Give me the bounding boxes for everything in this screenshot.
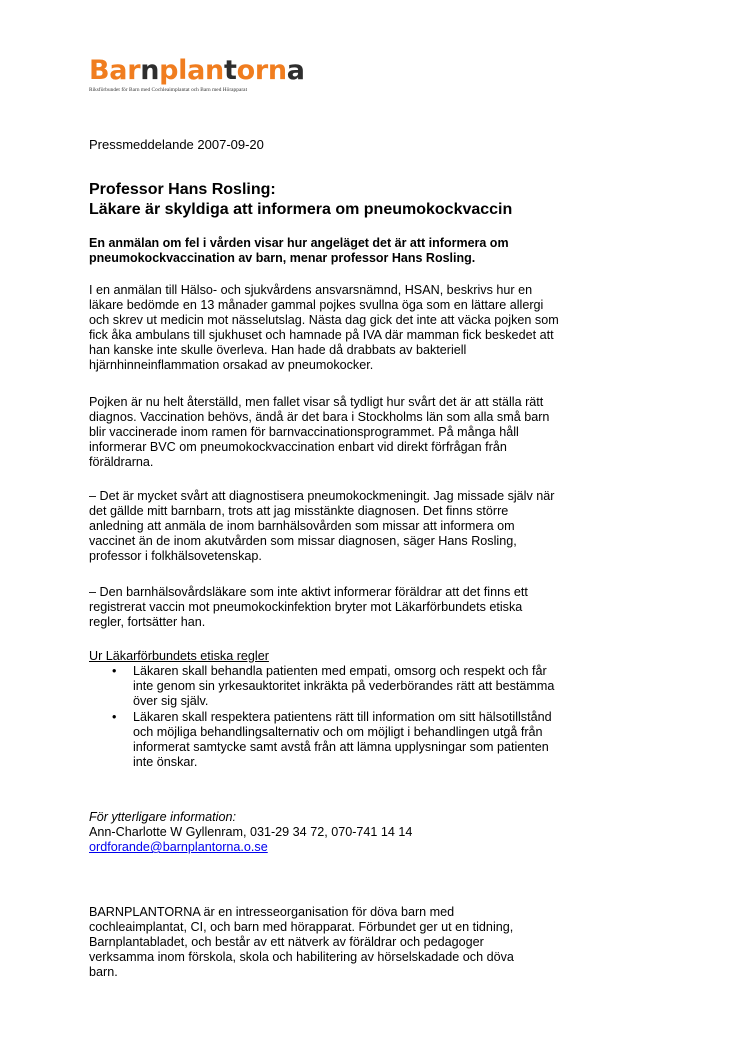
body-paragraph: [89, 395, 649, 470]
text-line: det gällde mitt barnbarn, trots att jag misstänkte diagnosen. Det finns större: [89, 504, 509, 519]
text-line: anledning att anmäla de inom barnhälsovården som missar att informera om: [89, 519, 515, 534]
bullet-icon: •: [112, 664, 117, 678]
lead-line: En anmälan om fel i vården visar hur angeläget det är att informera om: [89, 236, 509, 250]
bullet-icon: •: [112, 710, 117, 724]
text-line: inte genom sin yrkesauktoritet inkräkta på vederbörandes rätt att bestämma: [133, 679, 555, 694]
text-line: – Det är mycket svårt att diagnostisera pneumokockmeningit. Jag missade själv när: [89, 489, 555, 503]
email-link[interactable]: ordforande@barnplantorna.o.se: [89, 840, 268, 854]
text-line: och skrev ut medicin mot nässelutslag. Nästa dag gick det inte att väcka pojken som: [89, 313, 559, 328]
logo-wordmark: Barnplantorna: [89, 55, 305, 86]
text-line: över sig själv.: [133, 694, 209, 709]
more-info-heading: För ytterligare information:: [89, 810, 236, 824]
text-line: diagnos. Vaccination behövs, ändå är det bara i Stockholms län som alla små barn: [89, 410, 550, 425]
press-release-date: Pressmeddelande 2007-09-20: [89, 137, 264, 152]
text-line: I en anmälan till Hälso- och sjukvårdens ansvarsnämnd, HSAN, beskrivs hur en: [89, 283, 533, 297]
text-line: registrerat vaccin mot pneumokockinfektion bryter mot Läkarförbundets etiska: [89, 600, 523, 615]
contact-details: Ann-Charlotte W Gyllenram, 031-29 34 72, 070-741 14 14: [89, 825, 413, 839]
text-line: och möjliga behandlingsalternativ och om möjligt i behandlingen utgå från: [133, 725, 543, 740]
logo: [89, 56, 305, 93]
text-line: han kanske inte skulle överleva. Han hade då drabbats av bakteriell: [89, 343, 467, 358]
lead-line: pneumokockvaccination av barn, menar professor Hans Rosling.: [89, 251, 476, 265]
text-line: informerar BVC om pneumokockvaccination enbart vid direkt förfrågan från: [89, 440, 507, 455]
quote-paragraph: [89, 489, 649, 564]
text-line: – Den barnhälsovårdsläkare som inte aktivt informerar föräldrar att det finns ett: [89, 585, 528, 599]
text-line: regler, fortsätter han.: [89, 615, 206, 630]
text-line: läkare bedömde en 13 månader gammal pojkes svullna öga som en lättare allergi: [89, 298, 544, 313]
text-line: BARNPLANTORNA är en intresseorganisation för döva barn med: [89, 905, 455, 919]
text-line: cochleaimplantat, CI, och barn med hörapparat. Förbundet ger ut en tidning,: [89, 920, 514, 935]
text-line: Läkaren skall behandla patienten med empati, omsorg och respekt och får: [133, 664, 547, 678]
logo-tagline: Riksförbundet för Barn med Cochleaimplantat och Barn med Hörapparat: [89, 87, 248, 93]
headline: [89, 180, 512, 220]
text-line: vaccinet än de inom akutvården som missar diagnosen, säger Hans Rosling,: [89, 534, 517, 549]
text-line: föräldrarna.: [89, 455, 154, 470]
headline-line: Läkare är skyldiga att informera om pneumokockvaccin: [89, 201, 513, 218]
headline-line: Professor Hans Rosling:: [89, 181, 276, 198]
lead-paragraph: [89, 236, 559, 266]
text-line: blir vaccinerade inom ramen för barnvaccinationsprogrammet. På många håll: [89, 425, 519, 440]
text-line: fick åka ambulans till sjukhuset och hamnade på IVA där mamman fick beskedet att: [89, 328, 554, 343]
ethics-rules-heading: Ur Läkarförbundets etiska regler: [89, 649, 269, 663]
about-paragraph: [89, 905, 649, 980]
body-paragraph: [89, 283, 649, 374]
text-line: professor i folkhälsovetenskap.: [89, 549, 262, 564]
text-line: barn.: [89, 965, 118, 980]
text-line: Läkaren skall respektera patientens rätt till information om sitt hälsotillstånd: [133, 710, 552, 724]
text-line: hjärnhinneinflammation orsakad av pneumokocker.: [89, 358, 374, 373]
text-line: verksamma inom förskola, skola och habilitering av hörselskadade och döva: [89, 950, 514, 965]
text-line: informerat samtycke samt avstå från att lämna upplysningar som patienten: [133, 740, 549, 755]
text-line: inte önskar.: [133, 755, 198, 770]
text-line: Pojken är nu helt återställd, men fallet visar så tydligt hur svårt det är att ställa rätt: [89, 395, 544, 409]
quote-paragraph: [89, 585, 649, 630]
text-line: Barnplantabladet, och består av ett nätverk av föräldrar och pedagoger: [89, 935, 484, 950]
